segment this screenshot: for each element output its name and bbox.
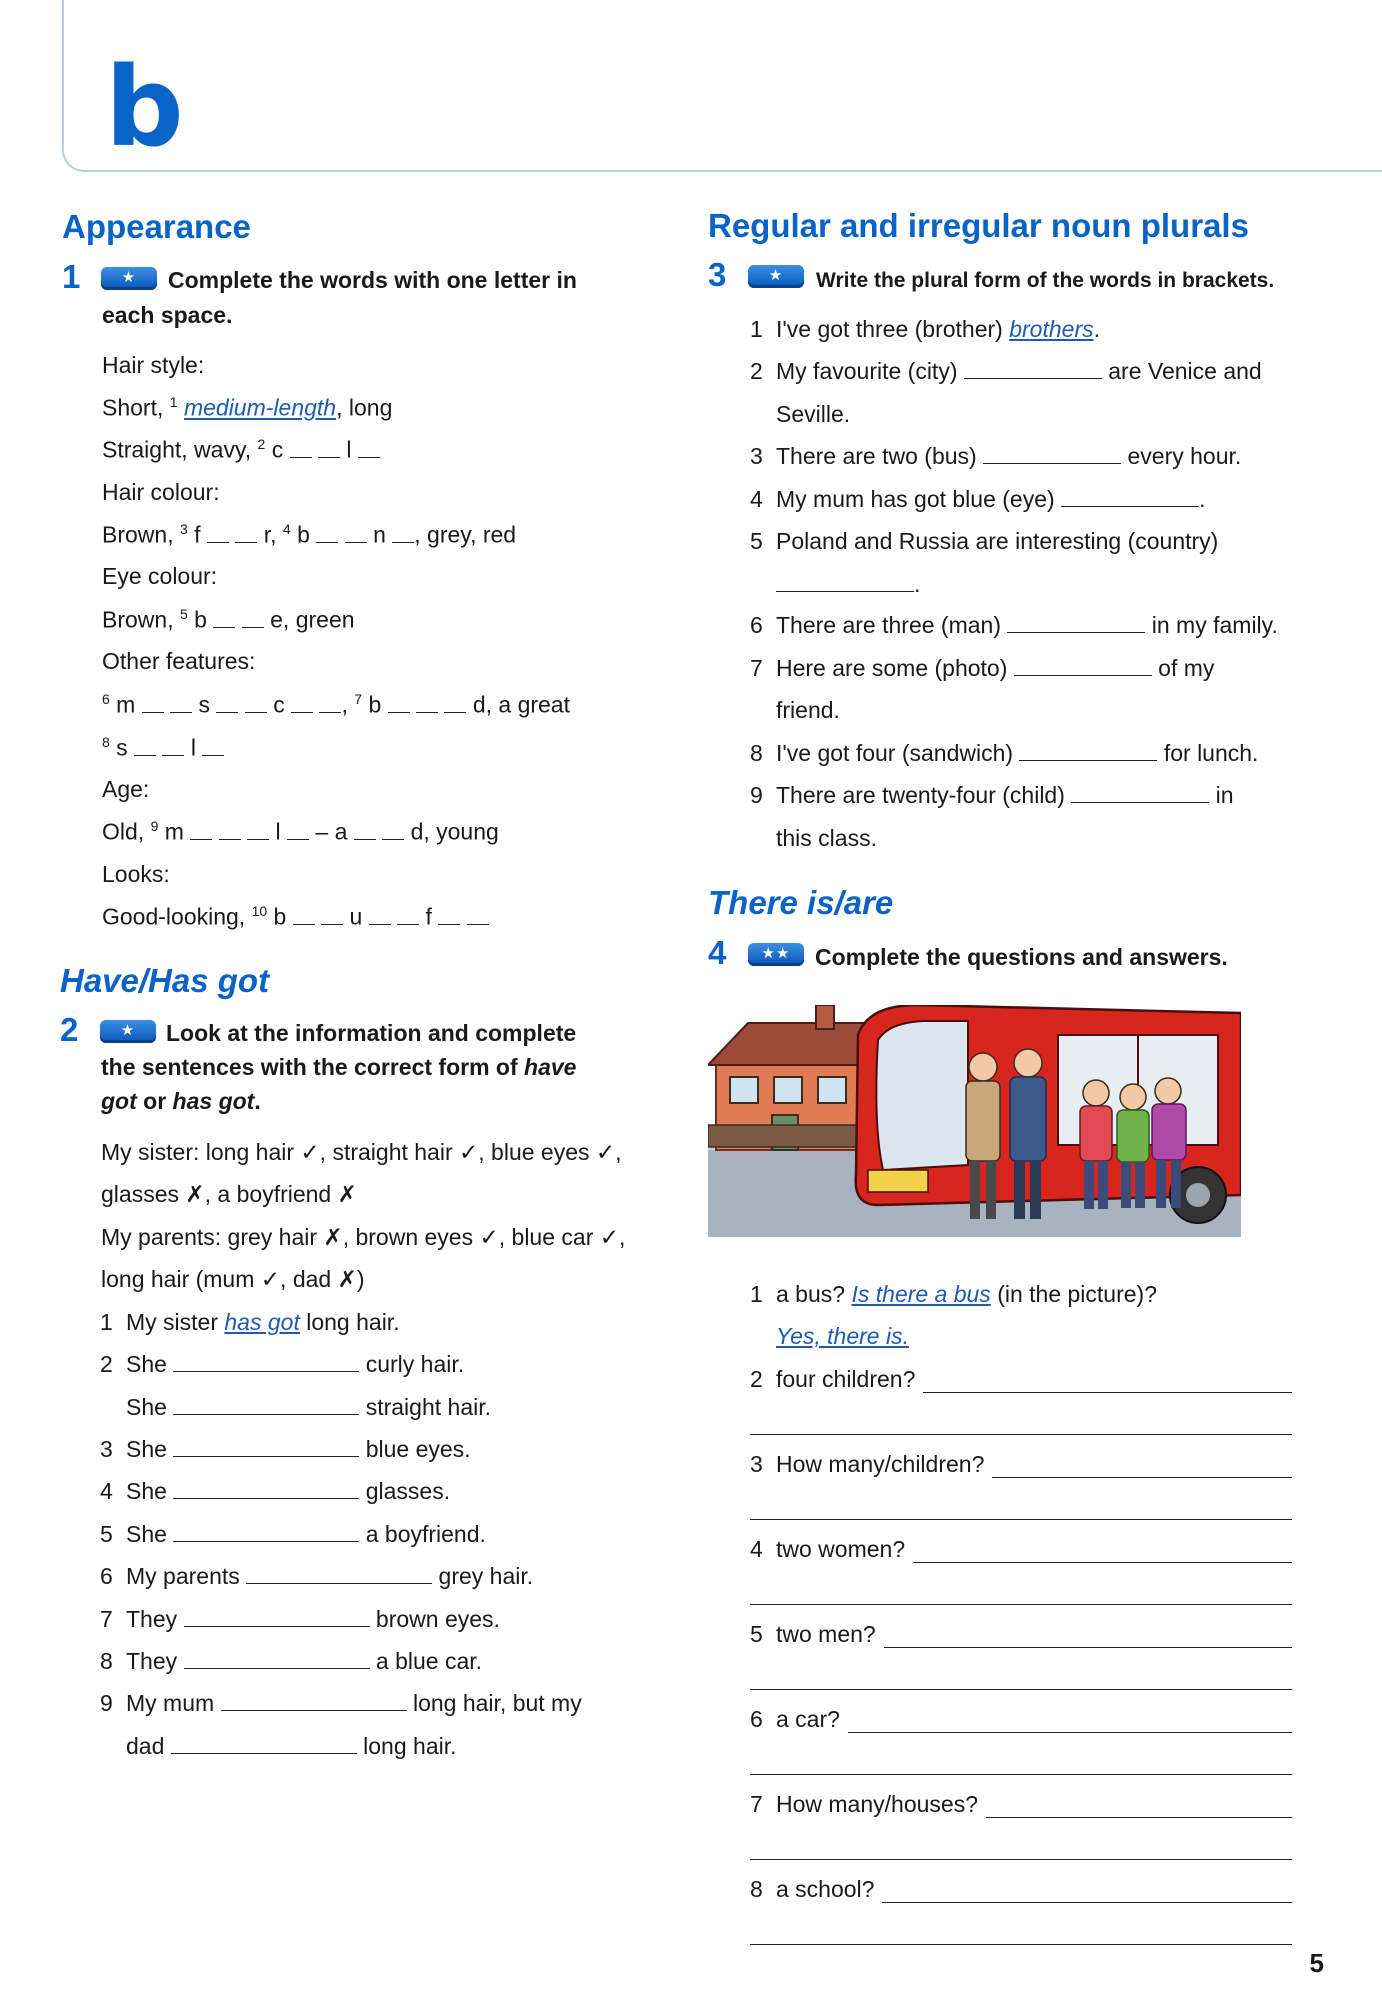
- item-number: 2: [750, 1366, 763, 1392]
- text: She: [126, 1436, 174, 1462]
- item-number: 5: [750, 528, 763, 554]
- text: s: [198, 691, 211, 718]
- text: s: [109, 734, 128, 761]
- item-6-7-line: [102, 691, 570, 719]
- there-is-are-heading: There is/are: [708, 884, 894, 921]
- text: Good-looking,: [102, 903, 252, 930]
- text: m: [109, 691, 136, 718]
- have-got-item-9: [100, 1690, 582, 1717]
- text: a bus?: [776, 1281, 852, 1307]
- item-number: 4: [282, 521, 291, 537]
- text: in my family.: [1145, 612, 1278, 638]
- item-number: 9: [100, 1690, 113, 1716]
- item-2-line: [102, 436, 380, 464]
- have-got-item-6: [100, 1563, 533, 1590]
- exercise-4-instruction: Complete the questions and answers.: [815, 944, 1228, 970]
- exercise-2-instruction-line-1: Look at the information and complete: [166, 1020, 577, 1046]
- item-number: 8: [750, 1876, 763, 1902]
- letter-blank[interactable]: [318, 437, 340, 458]
- question-text: two men?: [776, 1621, 876, 1647]
- text: l: [275, 818, 281, 845]
- item-number: 9: [150, 818, 159, 834]
- letter-blank[interactable]: [358, 437, 380, 458]
- text: She: [126, 1521, 174, 1547]
- text: long hair, but my: [406, 1690, 582, 1716]
- have-got-item-10: [100, 1733, 457, 1760]
- plurals-heading: Regular and irregular noun plurals: [708, 207, 1249, 244]
- answer-blank[interactable]: [171, 1733, 357, 1754]
- text: She: [126, 1478, 174, 1504]
- text: have: [524, 1054, 577, 1080]
- question-answer-line[interactable]: [882, 1902, 1292, 1903]
- text: Short,: [102, 394, 170, 421]
- item-number: 2: [750, 358, 763, 384]
- plural-item-5-continuation: [776, 571, 920, 598]
- text: are Venice and: [1101, 358, 1262, 384]
- question-7: [750, 1791, 978, 1818]
- answer-blank[interactable]: [1007, 612, 1145, 633]
- answer-line[interactable]: [750, 1604, 1292, 1605]
- item-10-line: [102, 903, 489, 931]
- question-text: two women?: [776, 1536, 906, 1562]
- answer-blank[interactable]: [964, 358, 1102, 379]
- text: I've got four (sandwich): [776, 740, 1020, 766]
- have-got-item-5: [100, 1521, 486, 1548]
- item-number: 1: [750, 316, 763, 342]
- text: u: [349, 903, 363, 930]
- text: every hour.: [1121, 443, 1242, 469]
- answer-blank[interactable]: [173, 1351, 359, 1372]
- answer-blank[interactable]: [1061, 486, 1199, 507]
- star-icon: ★: [120, 1022, 136, 1039]
- example-answer: medium-length: [183, 394, 337, 421]
- text: the sentences with the correct form of: [101, 1054, 525, 1080]
- letter-blank[interactable]: [162, 735, 184, 756]
- plural-item-6: [750, 612, 1278, 639]
- item-1-line: [102, 394, 392, 422]
- difficulty-badge-3: [748, 265, 804, 288]
- letter-blank[interactable]: [291, 692, 313, 713]
- star-icon: ★: [768, 267, 784, 284]
- answer-blank[interactable]: [173, 1478, 359, 1499]
- text: m: [158, 818, 184, 845]
- text: Brown,: [102, 606, 180, 633]
- question-answer-line[interactable]: [992, 1477, 1292, 1478]
- letter-blank[interactable]: [202, 735, 224, 756]
- plural-item-4: [750, 486, 1205, 513]
- letter-blank[interactable]: [319, 692, 341, 713]
- answer-blank[interactable]: [173, 1436, 359, 1457]
- item-number: 5: [179, 606, 188, 622]
- answer-blank[interactable]: [1071, 782, 1209, 803]
- info-line-2: glasses ✗, a boyfriend ✗: [101, 1181, 357, 1207]
- item-number: 7: [750, 655, 763, 681]
- text: Poland and Russia are interesting (country): [776, 528, 1219, 554]
- letter-blank[interactable]: [321, 904, 343, 925]
- letter-blank[interactable]: [397, 904, 419, 925]
- question-1-answer: [776, 1323, 909, 1350]
- plural-item-7-continuation: friend.: [776, 697, 840, 723]
- letter-blank[interactable]: [245, 692, 267, 713]
- text: d, young: [410, 818, 499, 845]
- question-1: [750, 1281, 1157, 1308]
- example-answer: brothers: [1009, 316, 1094, 342]
- item-number: 1: [169, 394, 178, 410]
- text: – a: [309, 818, 348, 845]
- text: .: [254, 1088, 261, 1114]
- item-8-line: [102, 734, 224, 762]
- text: My parents: [126, 1563, 247, 1589]
- answer-line[interactable]: [750, 1859, 1292, 1860]
- plural-item-9: [750, 782, 1234, 809]
- text: a blue car.: [369, 1648, 483, 1674]
- plural-item-1: [750, 316, 1100, 343]
- text: , long: [336, 394, 393, 421]
- exercise-2-instruction-line-3: [101, 1084, 261, 1118]
- item-number: 10: [251, 903, 268, 919]
- question-answer-line[interactable]: [923, 1392, 1292, 1393]
- letter-blank[interactable]: [316, 522, 338, 543]
- item-number: 3: [100, 1436, 113, 1462]
- item-number: 4: [100, 1478, 113, 1504]
- letter-blank[interactable]: [388, 692, 410, 713]
- answer-blank[interactable]: [246, 1563, 432, 1584]
- item-number: 7: [354, 691, 363, 707]
- difficulty-badge-1: [101, 267, 157, 290]
- text: d, a great: [472, 691, 570, 718]
- item-number: 7: [750, 1791, 763, 1817]
- text: She: [126, 1394, 174, 1420]
- item-number: 1: [100, 1309, 113, 1335]
- letter-blank[interactable]: [369, 904, 391, 925]
- item-9-line: [102, 818, 499, 846]
- letter-blank[interactable]: [216, 692, 238, 713]
- question-text: How many/houses?: [776, 1791, 978, 1817]
- plural-item-2-continuation: Seville.: [776, 401, 851, 427]
- exercise-3-instruction: Write the plural form of the words in brackets.: [816, 269, 1275, 292]
- question-answer-line[interactable]: [986, 1817, 1292, 1818]
- looks-label: Looks:: [102, 861, 170, 887]
- question-5: [750, 1621, 876, 1648]
- text: Here are some (photo): [776, 655, 1014, 681]
- text: glasses.: [359, 1478, 451, 1504]
- info-line-3: My parents: grey hair ✗, brown eyes ✓, blue car ✓,: [101, 1224, 626, 1250]
- item-number: 2: [257, 436, 266, 452]
- answer-blank[interactable]: [1014, 655, 1152, 676]
- question-text: How many/children?: [776, 1451, 985, 1477]
- text: My mum: [126, 1690, 221, 1716]
- text: There are three (man): [776, 612, 1008, 638]
- letter-blank[interactable]: [354, 819, 376, 840]
- item-number: 4: [750, 1536, 763, 1562]
- age-label: Age:: [102, 776, 150, 802]
- page-number: 5: [1309, 1948, 1324, 1978]
- answer-blank[interactable]: [184, 1648, 370, 1669]
- letter-blank[interactable]: [382, 819, 404, 840]
- item-number: 6: [750, 612, 763, 638]
- answer-line[interactable]: [750, 1774, 1292, 1775]
- exercise-2-instruction-line-2: [101, 1050, 576, 1084]
- question-text: four children?: [776, 1366, 916, 1392]
- letter-blank[interactable]: [142, 692, 164, 713]
- text: c: [273, 691, 285, 718]
- plural-item-5: [750, 528, 1218, 555]
- text: r,: [263, 521, 283, 548]
- item-number: 6: [100, 1563, 113, 1589]
- text: dad: [126, 1733, 171, 1759]
- letter-blank[interactable]: [290, 437, 312, 458]
- exercise-4-number: 4: [708, 934, 727, 971]
- text: curly hair.: [359, 1351, 465, 1377]
- difficulty-badge-4: [748, 943, 804, 966]
- question-3: [750, 1451, 984, 1478]
- text: They: [126, 1606, 184, 1632]
- question-4: [750, 1536, 905, 1563]
- letter-blank[interactable]: [287, 819, 309, 840]
- text: f: [187, 521, 201, 548]
- question-answer-line[interactable]: [848, 1732, 1292, 1733]
- answer-blank[interactable]: [184, 1606, 370, 1627]
- letter-blank[interactable]: [235, 522, 257, 543]
- exercise-1-instruction-line-1: Complete the words with one letter in: [168, 267, 577, 293]
- answer-blank[interactable]: [776, 571, 914, 592]
- text: They: [126, 1648, 184, 1674]
- header-frame: [62, 0, 1382, 172]
- question-8: [750, 1876, 874, 1903]
- answer-blank[interactable]: [983, 443, 1121, 464]
- text: blue eyes.: [359, 1436, 471, 1462]
- text: c: [265, 436, 284, 463]
- item-number: 3: [750, 443, 763, 469]
- letter-blank[interactable]: [134, 735, 156, 756]
- item-number: 8: [102, 734, 110, 750]
- text: got: [101, 1088, 137, 1114]
- plural-item-2: [750, 358, 1262, 385]
- question-answer-line[interactable]: [913, 1562, 1292, 1563]
- text: There are two (bus): [776, 443, 984, 469]
- plural-item-3: [750, 443, 1241, 470]
- text: has got: [172, 1088, 255, 1114]
- text: My favourite (city): [776, 358, 964, 384]
- other-features-label: Other features:: [102, 648, 256, 674]
- text: a boyfriend.: [359, 1521, 486, 1547]
- have-got-item-3: [100, 1436, 471, 1463]
- have-got-item-8: [100, 1648, 482, 1675]
- text: n: [373, 521, 386, 548]
- text: (in the picture)?: [990, 1281, 1158, 1307]
- text: I've got three (brother): [776, 316, 1010, 342]
- text: Straight, wavy,: [102, 436, 258, 463]
- plural-item-9-continuation: this class.: [776, 825, 877, 851]
- text: My mum has got blue (eye): [776, 486, 1062, 512]
- answer-blank[interactable]: [173, 1394, 359, 1415]
- answer-line[interactable]: [750, 1689, 1292, 1690]
- item-5-line: [102, 606, 355, 634]
- letter-blank[interactable]: [345, 522, 367, 543]
- text: long hair.: [356, 1733, 457, 1759]
- text: l: [190, 734, 196, 761]
- answer-line[interactable]: [750, 1944, 1292, 1945]
- answer-blank[interactable]: [221, 1690, 407, 1711]
- have-got-item-7: [100, 1606, 500, 1633]
- question-2: [750, 1366, 915, 1393]
- text: long hair.: [299, 1309, 400, 1335]
- plural-item-7: [750, 655, 1214, 682]
- info-line-4: long hair (mum ✓, dad ✗): [101, 1266, 365, 1292]
- item-number: 9: [750, 782, 763, 808]
- exercise-3-number: 3: [708, 256, 727, 293]
- text: or: [136, 1088, 173, 1114]
- item-number: 8: [750, 740, 763, 766]
- text: .: [1199, 486, 1206, 512]
- item-number: 4: [750, 486, 763, 512]
- appearance-heading: Appearance: [62, 208, 251, 245]
- text: ,: [341, 691, 355, 718]
- difficulty-badge-2: [100, 1020, 156, 1043]
- star-icon: ★: [121, 269, 137, 286]
- bus-illustration: [708, 1005, 1241, 1237]
- eye-colour-label: Eye colour:: [102, 563, 218, 589]
- answer-line[interactable]: [750, 1434, 1292, 1435]
- item-number: 7: [100, 1606, 113, 1632]
- question-answer-line[interactable]: [884, 1647, 1292, 1648]
- letter-blank[interactable]: [190, 819, 212, 840]
- text: , grey, red: [414, 521, 517, 548]
- item-number: 6: [102, 691, 110, 707]
- have-has-got-heading: Have/Has got: [60, 962, 270, 999]
- letter-blank[interactable]: [416, 692, 438, 713]
- have-got-item-0: [100, 1309, 400, 1336]
- item-number: 6: [750, 1706, 763, 1732]
- exercise-1-number: 1: [62, 258, 81, 295]
- letter-blank[interactable]: [170, 692, 192, 713]
- have-got-item-4: [100, 1478, 450, 1505]
- star-icon: ★★: [761, 945, 791, 962]
- text: There are twenty-four (child): [776, 782, 1072, 808]
- text: b: [362, 691, 382, 718]
- letter-blank[interactable]: [247, 819, 269, 840]
- exercise-1-instruction-line-2: each space.: [102, 302, 233, 328]
- example-answer: has got: [224, 1309, 300, 1335]
- text: in: [1209, 782, 1234, 808]
- letter-blank[interactable]: [207, 522, 229, 543]
- have-got-item-1: [100, 1351, 464, 1378]
- letter-blank[interactable]: [293, 904, 315, 925]
- letter-blank[interactable]: [444, 692, 466, 713]
- text: She: [126, 1351, 174, 1377]
- item-number: 2: [100, 1351, 113, 1377]
- answer-blank[interactable]: [1019, 740, 1157, 761]
- text: of my: [1151, 655, 1215, 681]
- letter-blank[interactable]: [242, 607, 264, 628]
- text: grey hair.: [432, 1563, 534, 1589]
- plural-item-8: [750, 740, 1258, 767]
- info-line-1: My sister: long hair ✓, straight hair ✓, blue eyes ✓,: [101, 1139, 622, 1165]
- item-number: 5: [100, 1521, 113, 1547]
- section-letter: b: [105, 43, 182, 171]
- answer-blank[interactable]: [173, 1521, 359, 1542]
- text: b: [267, 903, 287, 930]
- text: Brown,: [102, 521, 180, 548]
- text: Old,: [102, 818, 151, 845]
- question-6: [750, 1706, 840, 1733]
- text: l: [346, 436, 352, 463]
- example-answer: Is there a bus: [851, 1281, 991, 1307]
- hair-style-label: Hair style:: [102, 352, 205, 378]
- text: straight hair.: [359, 1394, 492, 1420]
- letter-blank[interactable]: [467, 904, 489, 925]
- text: e, green: [270, 606, 355, 633]
- text: for lunch.: [1157, 740, 1259, 766]
- text: brown eyes.: [369, 1606, 500, 1632]
- hair-colour-label: Hair colour:: [102, 479, 220, 505]
- text: b: [187, 606, 207, 633]
- have-got-item-2: [100, 1394, 491, 1421]
- item-number: 5: [750, 1621, 763, 1647]
- text: .: [914, 571, 921, 597]
- text: .: [1093, 316, 1100, 342]
- exercise-2-number: 2: [60, 1011, 79, 1048]
- letter-blank[interactable]: [392, 522, 414, 543]
- answer-line[interactable]: [750, 1519, 1292, 1520]
- example-answer: Yes, there is.: [776, 1323, 909, 1349]
- letter-blank[interactable]: [438, 904, 460, 925]
- text: b: [290, 521, 310, 548]
- question-text: a school?: [776, 1876, 875, 1902]
- text: f: [425, 903, 432, 930]
- item-number: 1: [750, 1281, 763, 1307]
- letter-blank[interactable]: [213, 607, 235, 628]
- item-number: 3: [179, 521, 188, 537]
- item-3-4-line: [102, 521, 516, 549]
- item-number: 3: [750, 1451, 763, 1477]
- question-text: a car?: [776, 1706, 840, 1732]
- text: My sister: [126, 1309, 225, 1335]
- letter-blank[interactable]: [219, 819, 241, 840]
- item-number: 8: [100, 1648, 113, 1674]
